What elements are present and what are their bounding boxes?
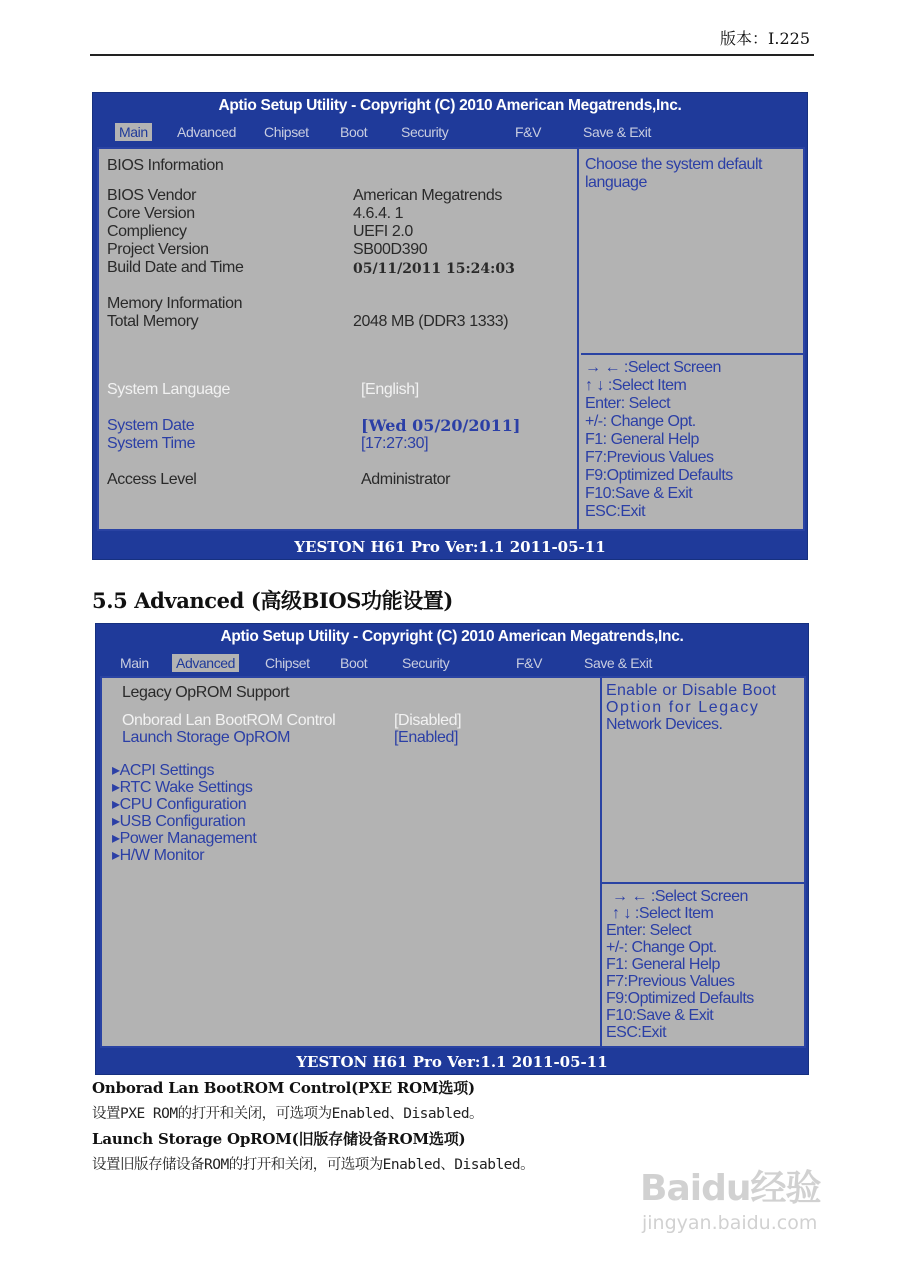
- bios-keys-pane: [581, 355, 803, 529]
- desc-heading-onboard-lan: Onborad Lan BootROM Control(PXE ROM选项): [92, 1079, 475, 1097]
- triangle-right-icon: ▸: [112, 796, 120, 813]
- key-enter: Enter: Select: [585, 395, 671, 412]
- bios-help-pane: [602, 678, 804, 884]
- system-time-value[interactable]: [17:27:30]: [361, 435, 429, 452]
- bios-vendor-label: BIOS Vendor: [107, 187, 196, 204]
- tab-boot[interactable]: Boot: [340, 124, 368, 140]
- help-line: Enable or Disable Boot: [606, 682, 777, 699]
- compliency-value: UEFI 2.0: [353, 223, 413, 240]
- system-date-value[interactable]: [Wed 05/20/2011]: [361, 416, 521, 435]
- key-esc: ESC:Exit: [606, 1024, 667, 1041]
- page-header: [90, 22, 814, 56]
- total-memory-value: 2048 MB (DDR3 1333): [353, 313, 509, 330]
- bios-main-pane: [99, 149, 579, 529]
- watermark-url: jingyan.baidu.com: [642, 1212, 818, 1234]
- system-time-label[interactable]: System Time: [107, 435, 196, 452]
- tab-chipset[interactable]: Chipset: [264, 124, 309, 140]
- tab-security[interactable]: Security: [401, 124, 449, 140]
- launch-storage-value[interactable]: [Enabled]: [394, 729, 459, 746]
- submenu-usb[interactable]: ▸USB Configuration: [112, 813, 246, 830]
- key-f1: F1: General Help: [606, 956, 720, 973]
- document-version: 版本：I.225: [720, 29, 810, 48]
- bios-help-pane: [581, 149, 803, 355]
- bios-vendor-value: American Megatrends: [353, 187, 502, 204]
- key-select-screen: → ← :Select Screen: [585, 359, 721, 376]
- triangle-right-icon: ▸: [112, 830, 120, 847]
- arrow-left-right-icon: → ←: [612, 888, 651, 905]
- launch-storage-label[interactable]: Launch Storage OpROM: [122, 729, 291, 746]
- arrow-up-down-icon: ↑ ↓: [585, 377, 608, 394]
- tab-boot[interactable]: Boot: [340, 655, 368, 671]
- tab-fv[interactable]: F&V: [515, 124, 542, 140]
- bios-content: [100, 676, 806, 1048]
- compliency-label: Compliency: [107, 223, 187, 240]
- total-memory-label: Total Memory: [107, 313, 199, 330]
- build-date-value: 05/11/2011 15:24:03: [353, 261, 515, 277]
- key-f10: F10:Save & Exit: [585, 485, 693, 502]
- bios-info-heading: BIOS Information: [107, 157, 224, 174]
- triangle-right-icon: ▸: [112, 779, 120, 796]
- tab-fv[interactable]: F&V: [516, 655, 543, 671]
- tab-save-exit[interactable]: Save & Exit: [584, 655, 652, 671]
- help-line: Network Devices.: [606, 716, 723, 733]
- bios-screenshot-advanced: [95, 623, 809, 1075]
- tab-advanced[interactable]: Advanced: [172, 654, 239, 672]
- triangle-right-icon: ▸: [112, 847, 120, 864]
- core-version-value: 4.6.4. 1: [353, 205, 404, 222]
- access-level-label: Access Level: [107, 471, 197, 488]
- memory-info-heading: Memory Information: [107, 295, 243, 312]
- bios-title: Aptio Setup Utility - Copyright (C) 2010 American Megatrends,Inc.: [218, 97, 682, 114]
- desc-text-launch-storage: 设置旧版存储设备ROM的打开和关闭，可选项为Enabled、Disabled。: [92, 1157, 535, 1173]
- key-f10: F10:Save & Exit: [606, 1007, 714, 1024]
- onboard-lan-value[interactable]: [Disabled]: [394, 712, 462, 729]
- triangle-right-icon: ▸: [112, 813, 120, 830]
- baidu-logo: Baidu经验: [640, 1168, 821, 1209]
- key-f7: F7:Previous Values: [606, 973, 735, 990]
- arrow-up-down-icon: ↑ ↓: [612, 905, 635, 922]
- bios-screenshot-main: [92, 92, 808, 560]
- tab-security[interactable]: Security: [402, 655, 450, 671]
- onboard-lan-label[interactable]: Onborad Lan BootROM Control: [122, 712, 336, 729]
- key-change: +/-: Change Opt.: [585, 413, 696, 430]
- submenu-acpi[interactable]: ▸ACPI Settings: [112, 762, 215, 779]
- key-f9: F9:Optimized Defaults: [585, 467, 733, 484]
- access-level-value: Administrator: [361, 471, 451, 488]
- tab-save-exit[interactable]: Save & Exit: [583, 124, 651, 140]
- core-version-label: Core Version: [107, 205, 195, 222]
- key-f9: F9:Optimized Defaults: [606, 990, 754, 1007]
- tab-advanced[interactable]: Advanced: [177, 124, 237, 140]
- tab-main[interactable]: Main: [115, 123, 152, 141]
- triangle-right-icon: ▸: [112, 762, 120, 779]
- project-version-label: Project Version: [107, 241, 209, 258]
- bios-title: Aptio Setup Utility - Copyright (C) 2010 American Megatrends,Inc.: [220, 628, 684, 645]
- project-version-value: SB00D390: [353, 241, 428, 258]
- submenu-cpu[interactable]: ▸CPU Configuration: [112, 796, 247, 813]
- key-change: +/-: Change Opt.: [606, 939, 717, 956]
- key-select-item: ↑ ↓ :Select Item: [585, 377, 687, 394]
- baidu-watermark: [640, 1150, 860, 1250]
- key-select-screen: → ← :Select Screen: [612, 888, 748, 905]
- system-language-value[interactable]: [English]: [361, 381, 419, 398]
- key-f7: F7:Previous Values: [585, 449, 714, 466]
- bios-keys-pane: [602, 884, 804, 1046]
- bios-menubar: [96, 654, 808, 672]
- arrow-left-right-icon: → ←: [585, 359, 624, 376]
- key-f1: F1: General Help: [585, 431, 699, 448]
- desc-text-onboard-lan: 设置PXE ROM的打开和关闭，可选项为Enabled、Disabled。: [92, 1106, 484, 1122]
- submenu-rtc[interactable]: ▸RTC Wake Settings: [112, 779, 253, 796]
- bios-content: [97, 147, 805, 531]
- help-line: language: [585, 174, 647, 191]
- submenu-hw-monitor[interactable]: ▸H/W Monitor: [112, 847, 205, 864]
- system-language-label[interactable]: System Language: [107, 381, 230, 398]
- system-date-label[interactable]: System Date: [107, 417, 195, 434]
- tab-chipset[interactable]: Chipset: [265, 655, 310, 671]
- key-select-item: ↑ ↓ :Select Item: [612, 905, 714, 922]
- key-enter: Enter: Select: [606, 922, 692, 939]
- section-title: 5.5 Advanced (高级BIOS功能设置): [92, 588, 453, 613]
- legacy-oprom-heading: Legacy OpROM Support: [122, 684, 290, 701]
- help-line: Choose the system default: [585, 156, 762, 173]
- bios-footer: YESTON H61 Pro Ver:1.1 2011-05-11: [296, 1053, 608, 1071]
- bios-footer: YESTON H61 Pro Ver:1.1 2011-05-11: [294, 538, 606, 556]
- bios-menubar: [93, 123, 807, 141]
- tab-main[interactable]: Main: [120, 655, 149, 671]
- build-date-label: Build Date and Time: [107, 259, 244, 276]
- desc-heading-launch-storage: Launch Storage OpROM(旧版存储设备ROM选项): [92, 1130, 466, 1148]
- help-line: Option for Legacy: [606, 699, 760, 716]
- submenu-power[interactable]: ▸Power Management: [112, 830, 257, 847]
- bios-main-pane: [102, 678, 602, 1046]
- key-esc: ESC:Exit: [585, 503, 646, 520]
